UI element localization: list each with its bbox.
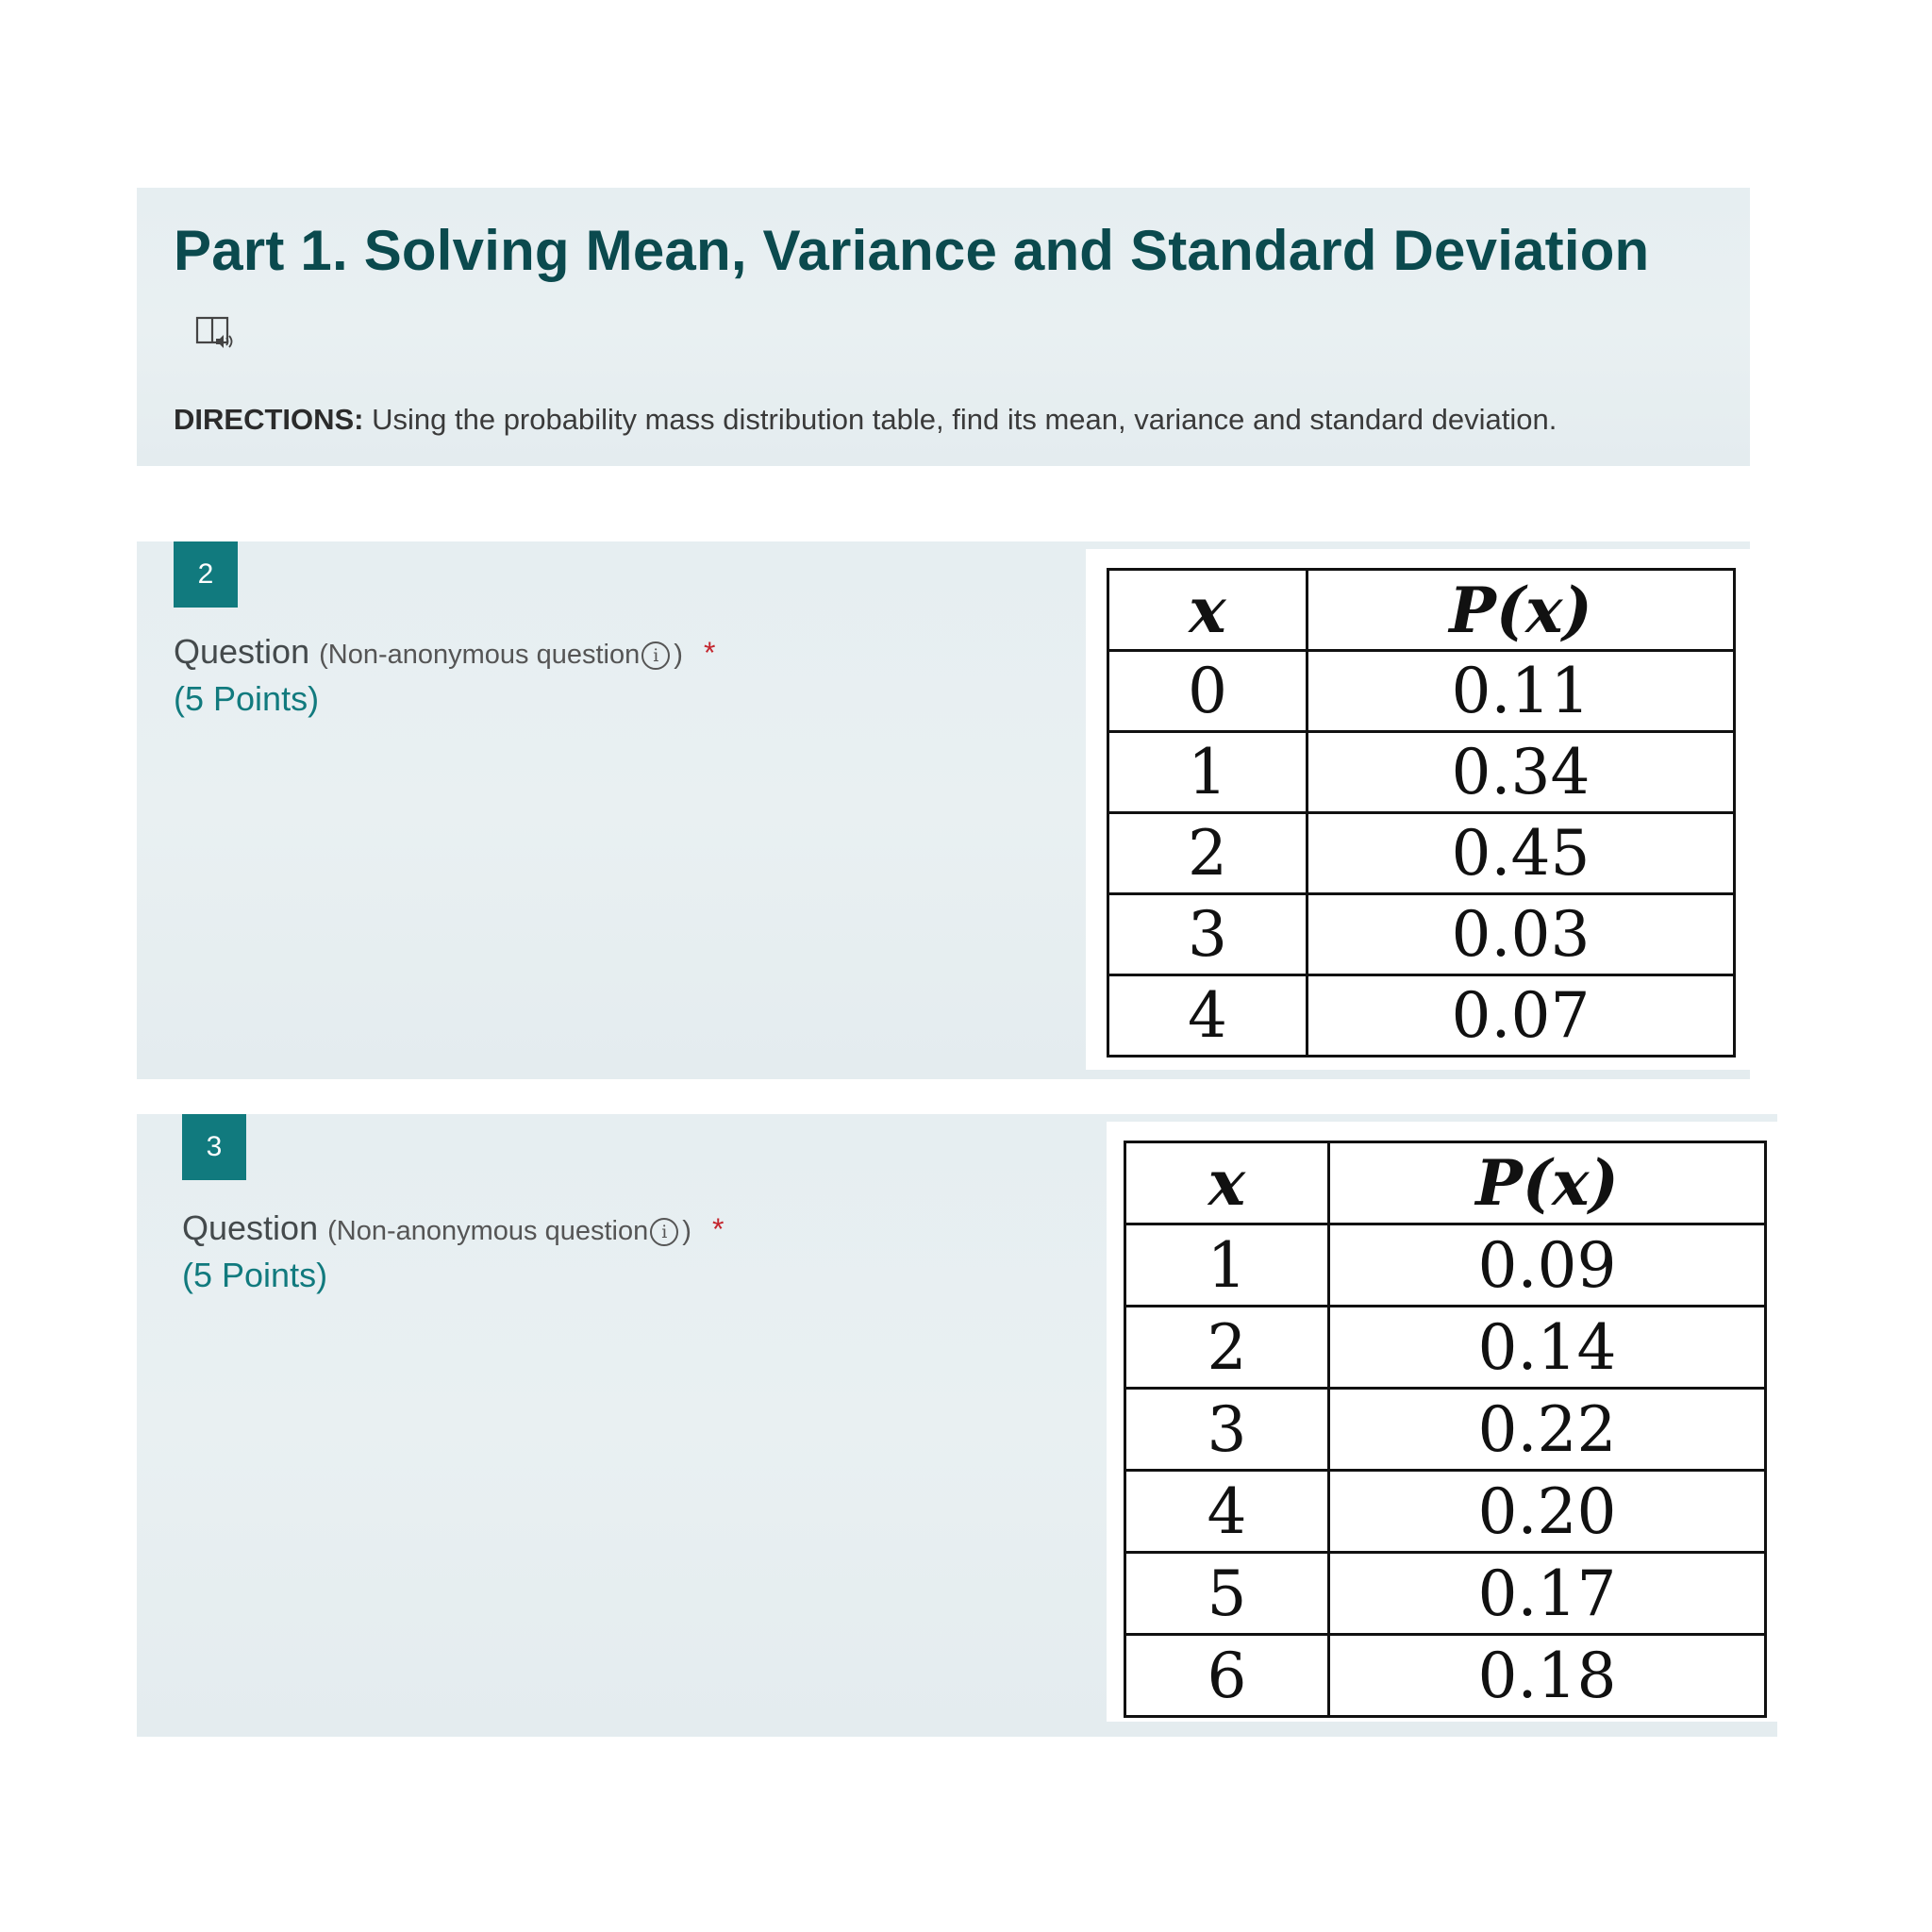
table-row: 1 0.34	[1108, 732, 1735, 813]
required-asterisk: *	[703, 636, 716, 670]
table-row: 5 0.17	[1125, 1553, 1766, 1635]
pmf-table	[1107, 568, 1736, 1058]
info-icon[interactable]: i	[641, 641, 670, 670]
question-label: Question	[174, 632, 310, 671]
immersive-reader-icon[interactable]	[195, 316, 233, 350]
question-number-badge: 3	[182, 1114, 246, 1180]
question-title	[174, 632, 715, 672]
directions-text	[174, 403, 1557, 437]
question-meta: (Non-anonymous question i )	[327, 1216, 691, 1246]
question-points: (5 Points)	[174, 679, 320, 718]
directions-body: Using the probability mass distribution table, find its mean, variance and standard deviation.	[363, 403, 1557, 436]
table-row: 4 0.07	[1108, 975, 1735, 1057]
table-row: 0 0.11	[1108, 651, 1735, 732]
question-card-2	[137, 541, 1750, 1079]
table-row: 2 0.14	[1125, 1307, 1766, 1389]
table-header-px: P(x)	[1328, 1142, 1765, 1224]
info-icon[interactable]: i	[650, 1218, 678, 1246]
pmf-table-image	[1107, 1122, 1777, 1722]
pmf-table	[1124, 1141, 1767, 1718]
question-label: Question	[182, 1208, 319, 1247]
question-number-badge: 2	[174, 541, 238, 608]
table-header-x: x	[1108, 570, 1307, 651]
question-points: (5 Points)	[182, 1256, 328, 1294]
table-row: 3 0.22	[1125, 1389, 1766, 1471]
directions-label: DIRECTIONS:	[174, 403, 364, 436]
table-header-px: P(x)	[1307, 570, 1734, 651]
question-meta: (Non-anonymous question i )	[319, 640, 683, 670]
section-header	[137, 188, 1750, 466]
table-row: 3 0.03	[1108, 894, 1735, 975]
question-card-3	[137, 1114, 1777, 1737]
table-row: 2 0.45	[1108, 813, 1735, 894]
question-title	[182, 1208, 724, 1248]
pmf-table-image	[1086, 549, 1750, 1070]
table-header-x: x	[1125, 1142, 1329, 1224]
table-row: 1 0.09	[1125, 1224, 1766, 1307]
table-row: 4 0.20	[1125, 1471, 1766, 1553]
section-title: Part 1. Solving Mean, Variance and Standard Deviation	[174, 219, 1650, 282]
required-asterisk: *	[711, 1212, 724, 1246]
table-row: 6 0.18	[1125, 1635, 1766, 1717]
